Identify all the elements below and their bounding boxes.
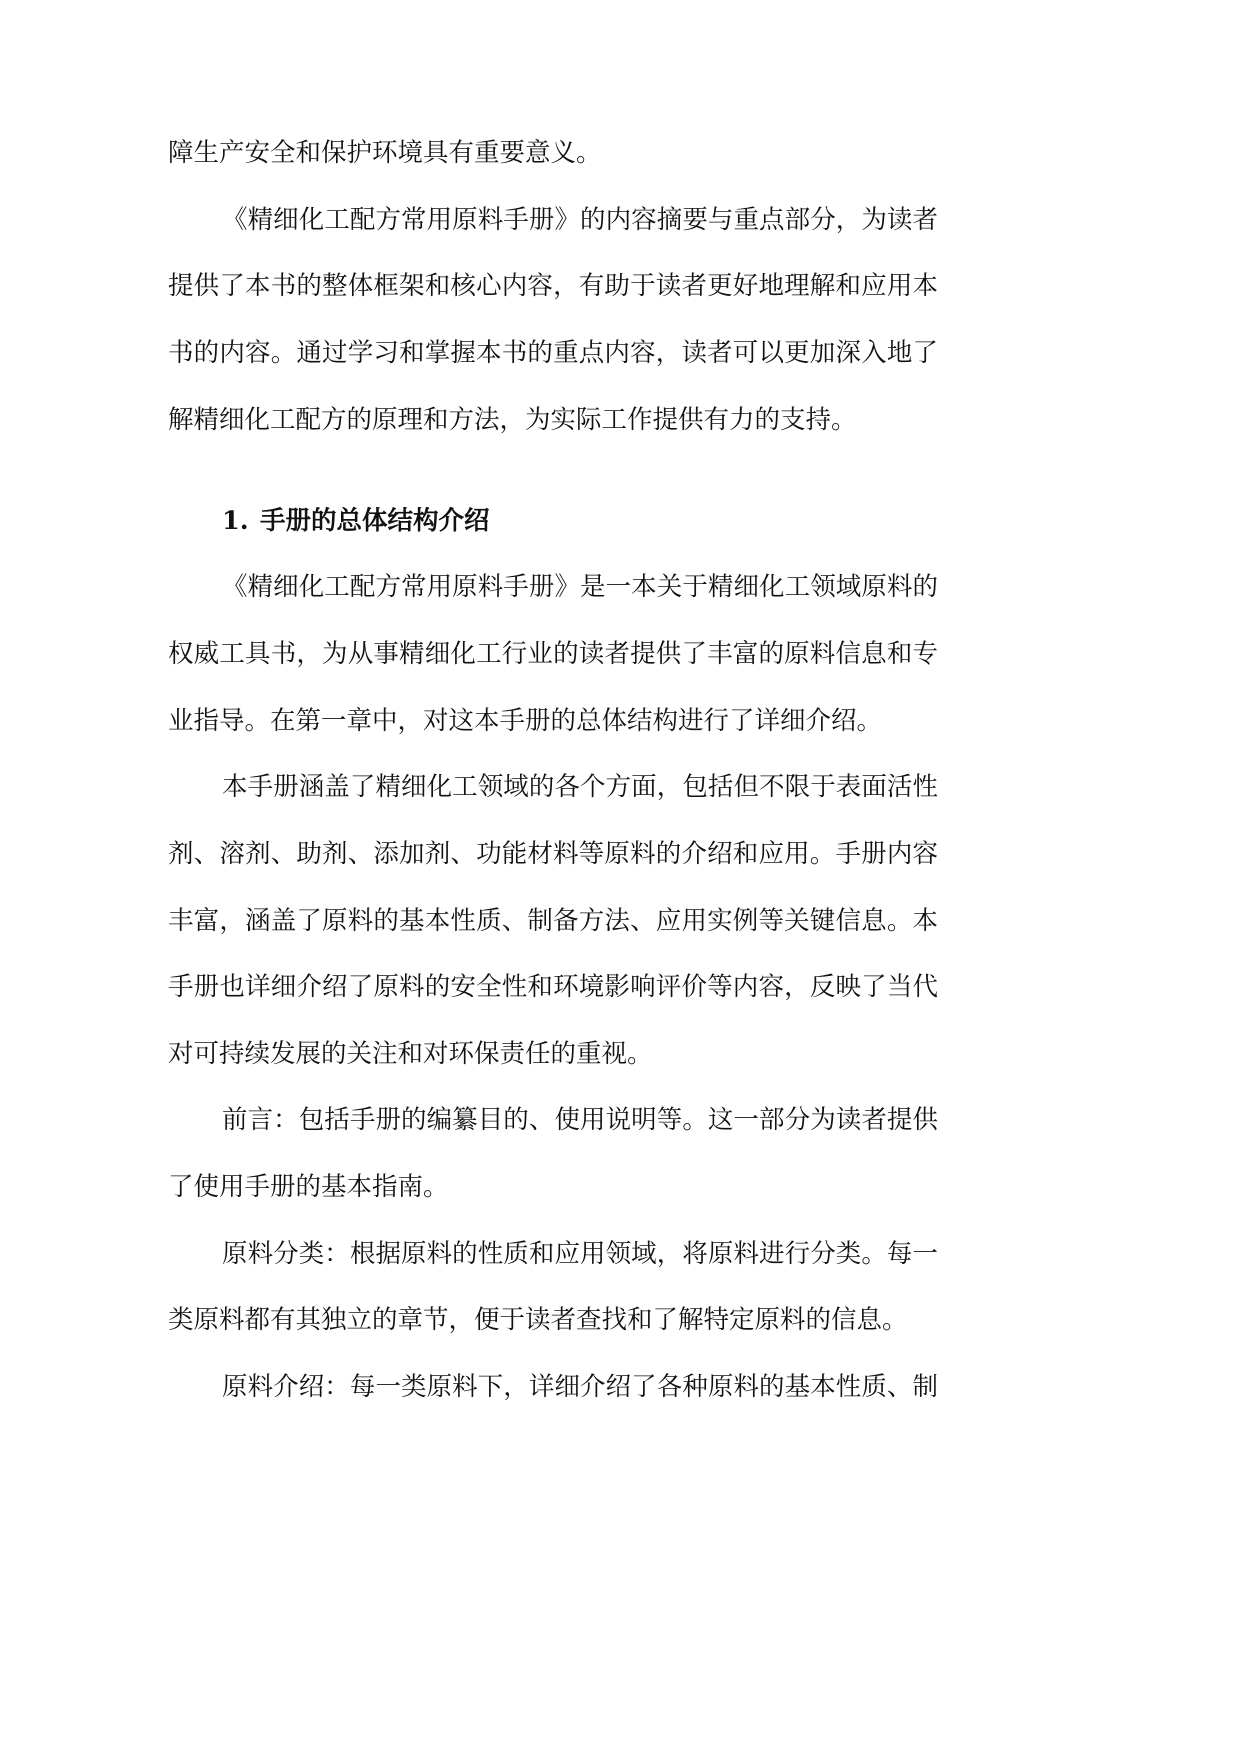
text-line: 本手册涵盖了精细化工领域的各个方面，包括但不限于表面活性 (222, 772, 938, 803)
text-line: 手册也详细介绍了原料的安全性和环境影响评价等内容，反映了当代 (168, 972, 938, 1003)
paragraph-summary (168, 187, 938, 454)
section-number: 1. (222, 505, 249, 536)
text-line: 原料介绍：每一类原料下，详细介绍了各种原料的基本性质、制 (222, 1372, 938, 1403)
text-line: 原料分类：根据原料的性质和应用领域，将原料进行分类。每一 (222, 1238, 938, 1269)
text-line: 剂、溶剂、助剂、添加剂、功能材料等原料的介绍和应用。手册内容 (168, 838, 938, 869)
section-title: 手册的总体结构介绍 (260, 505, 490, 536)
paragraph-continued (168, 120, 938, 187)
paragraph-preface (168, 1087, 938, 1220)
text-line: 提供了本书的整体框架和核心内容，有助于读者更好地理解和应用本 (168, 271, 938, 302)
paragraph (168, 754, 938, 1087)
text-line: 解精细化工配方的原理和方法，为实际工作提供有力的支持。 (168, 404, 857, 435)
text-line: 前言：包括手册的编纂目的、使用说明等。这一部分为读者提供 (222, 1105, 938, 1136)
paragraph-classification (168, 1221, 938, 1354)
text-line: 书的内容。通过学习和掌握本书的重点内容，读者可以更加深入地了 (168, 337, 938, 368)
text-line: 《精细化工配方常用原料手册》的内容摘要与重点部分，为读者 (222, 204, 938, 235)
text-line: 权威工具书，为从事精细化工行业的读者提供了丰富的原料信息和专 (168, 638, 938, 669)
text-line: 业指导。在第一章中，对这本手册的总体结构进行了详细介绍。 (168, 705, 883, 736)
section-heading (168, 488, 938, 555)
text-line: 《精细化工配方常用原料手册》是一本关于精细化工领域原料的 (222, 572, 938, 603)
text-line: 对可持续发展的关注和对环保责任的重视。 (168, 1038, 653, 1069)
text-line: 类原料都有其独立的章节，便于读者查找和了解特定原料的信息。 (168, 1305, 908, 1336)
text-line: 障生产安全和保护环境具有重要意义。 (168, 138, 602, 168)
document-page (168, 120, 938, 1421)
text-line: 丰富，涵盖了原料的基本性质、制备方法、应用实例等关键信息。本 (168, 905, 938, 936)
paragraph (168, 554, 938, 754)
paragraph-introduction (168, 1354, 938, 1421)
text-line: 了使用手册的基本指南。 (168, 1172, 449, 1203)
